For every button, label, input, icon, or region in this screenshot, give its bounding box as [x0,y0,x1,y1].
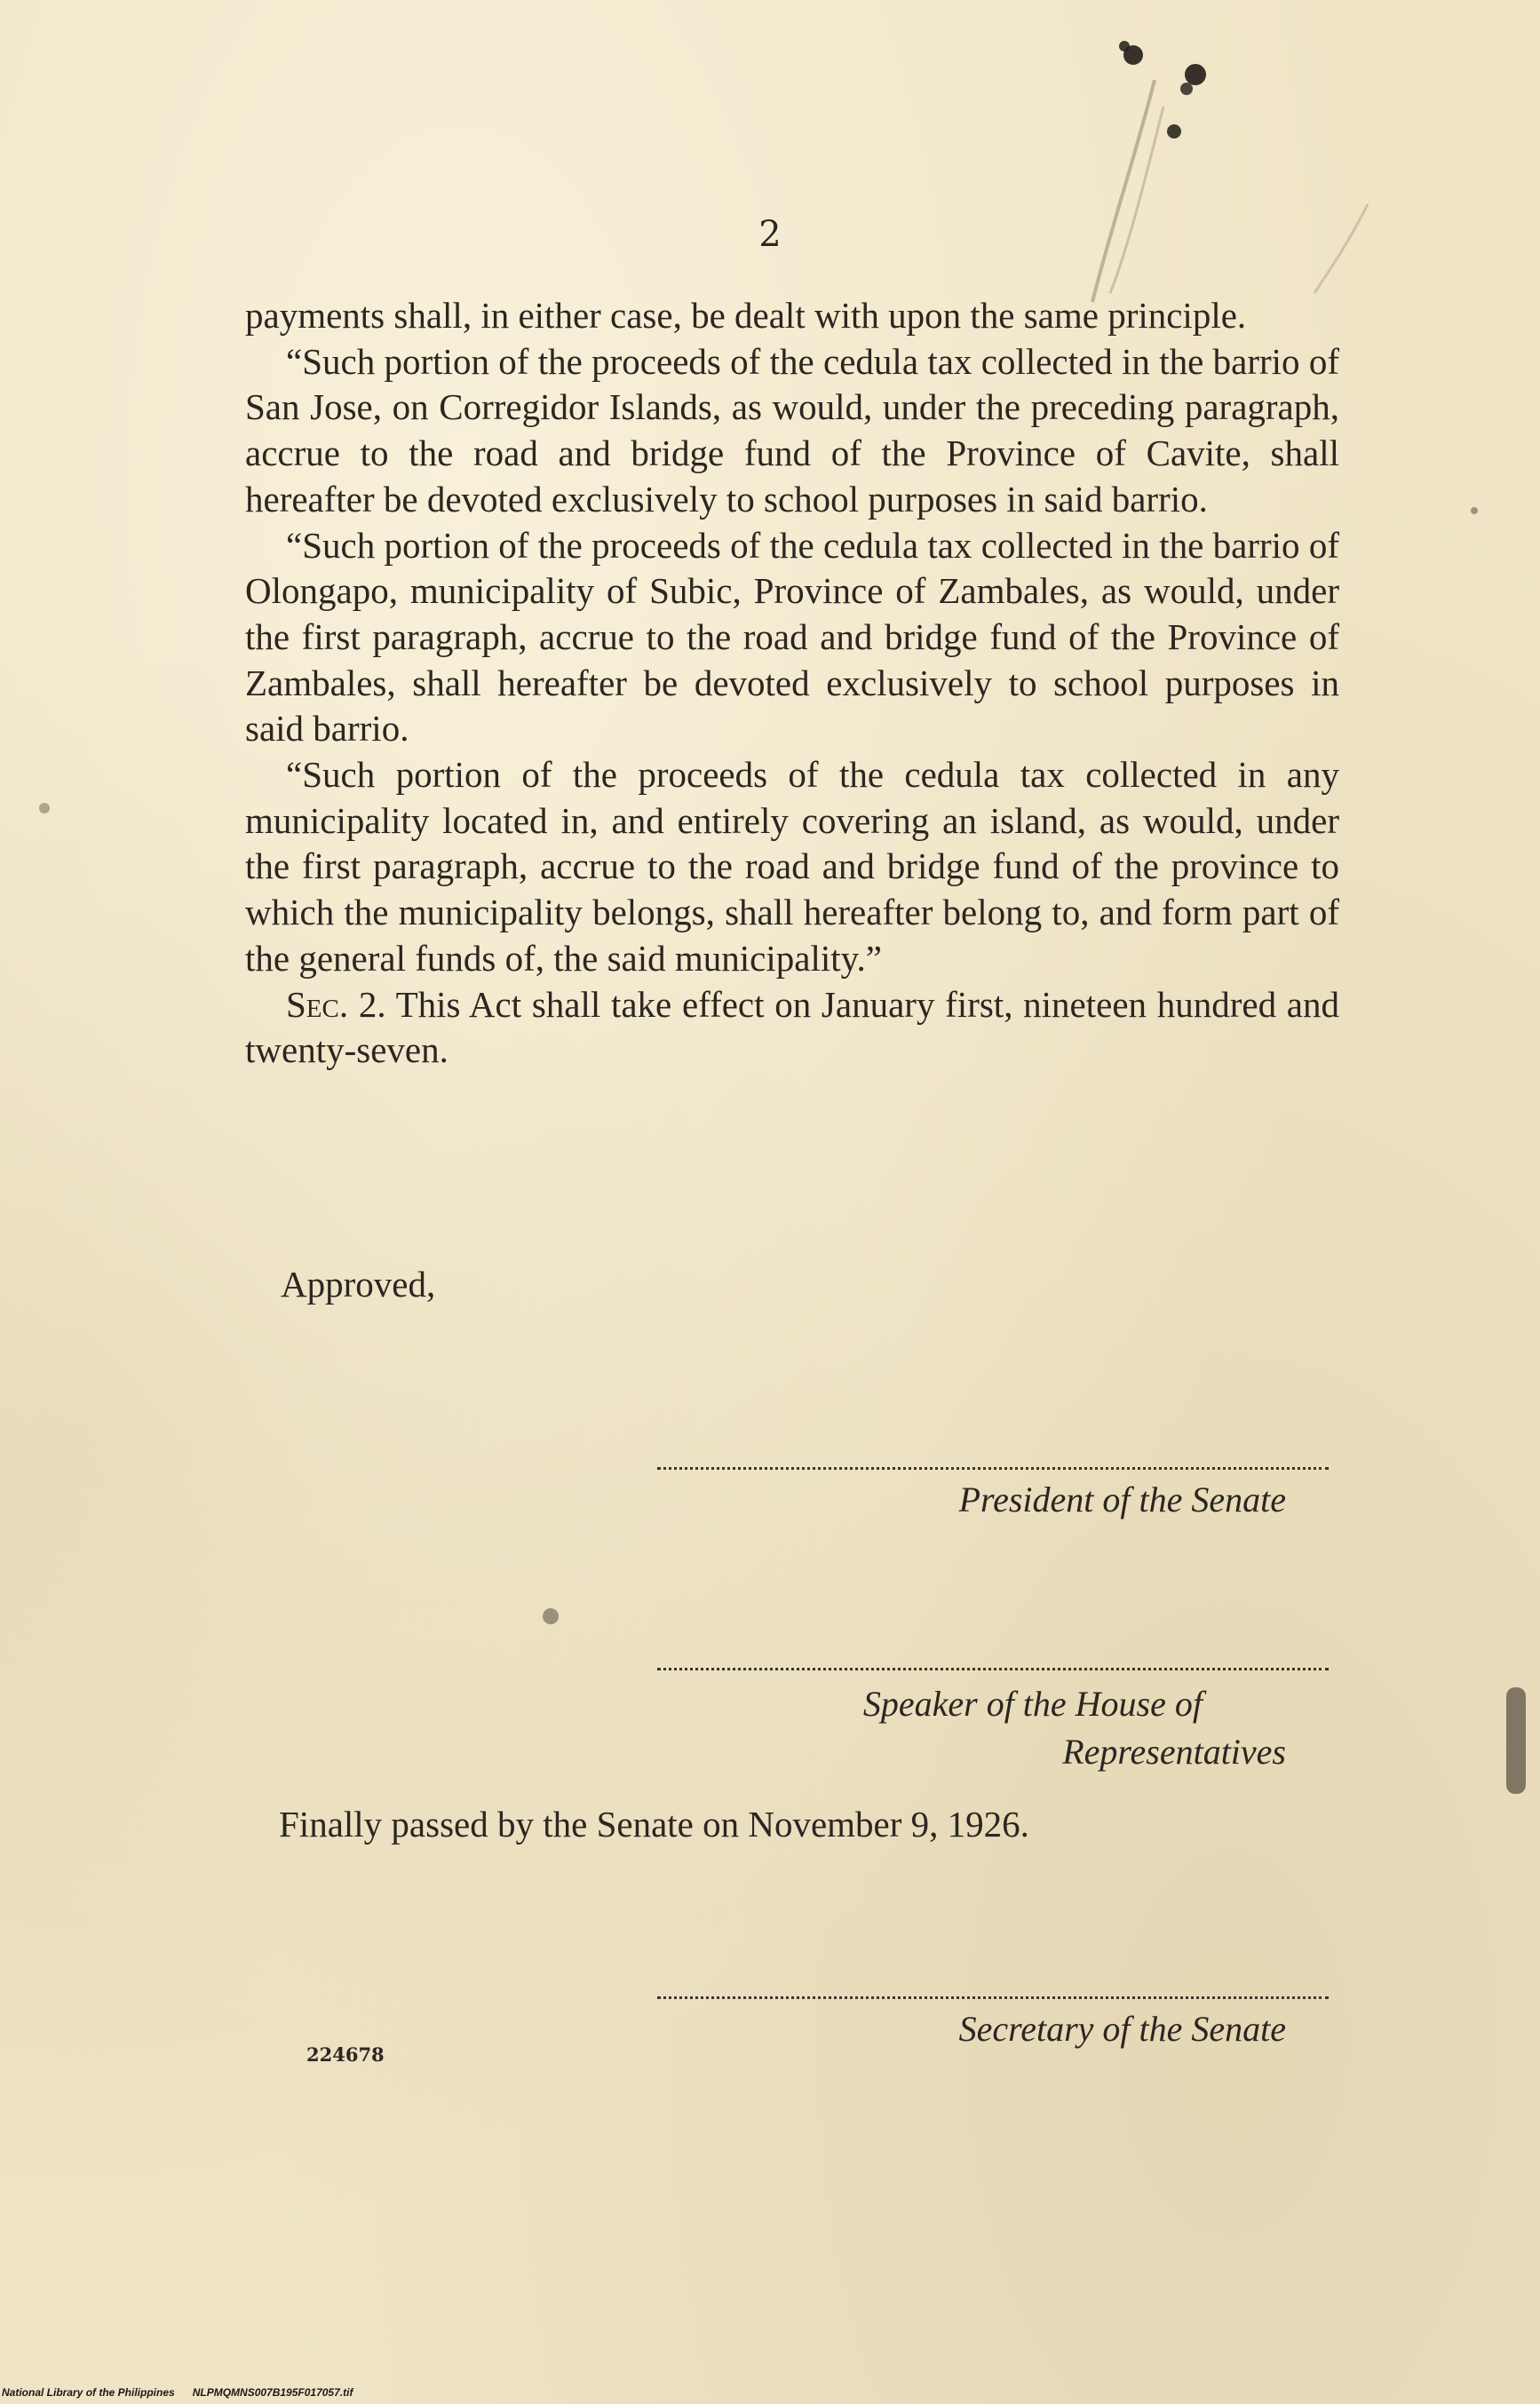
president-title: President of the Senate [958,1480,1286,1519]
speaker-title-line1: Speaker of the House of [862,1684,1203,1724]
document-body [245,293,1339,1074]
speaker-title-line2: Representatives [1062,1732,1286,1772]
section-2 [245,982,1339,1074]
section-label: Sec. 2. [286,983,386,1025]
secretary-title: Secretary of the Senate [958,2009,1286,2049]
library-credit: National Library of the Philippines [2,2386,175,2399]
president-signature-line [657,1467,1329,1470]
secretary-signature-line [657,1996,1329,1999]
document-code: 224678 [306,2043,385,2066]
paragraph-olongapo: “Such portion of the proceeds of the cedula tax collected in the barrio of Olongapo, municipality of Subic, Province of Zambales, as would, under the first paragraph, accrue to the road and bridge fund of the Province of Zambales, shall hereafter be devoted exclusively to school purposes in said barrio. [245,524,1339,750]
page-number: 2 [758,214,782,255]
scan-footer [2,2385,353,2400]
paragraph-corregidor: “Such portion of the proceeds of the cedula tax collected in the barrio of San Jose, on Corregidor Islands, as would, under the preceding paragraph, accrue to the road and bridge fund of the Province of Cavite, shall hereafter be devoted exclusively to school purposes in said barrio. [245,340,1339,520]
approved-label: Approved, [281,1264,436,1305]
paragraph-island-municipality: “Such portion of the proceeds of the cedula tax collected in any municipality located in, and entirely covering an island, as would, under the first paragraph, accrue to the road and bridge fund of the province to which the municipality belongs, shall hereafter belong to, and form part of the general funds of, the said municipality.” [245,754,1339,979]
speaker-signature-line [657,1668,1329,1670]
finally-passed-statement: Finally passed by the Senate on November 9, 1926. [279,1804,1029,1845]
paragraph-continuation: payments shall, in either case, be dealt with upon the same principle. [245,295,1247,336]
section-text: This Act shall take effect on January first, nineteen hundred and twenty-seven. [245,983,1340,1071]
scan-filename: NLPMQMNS007B195F017057.tif [192,2386,353,2399]
